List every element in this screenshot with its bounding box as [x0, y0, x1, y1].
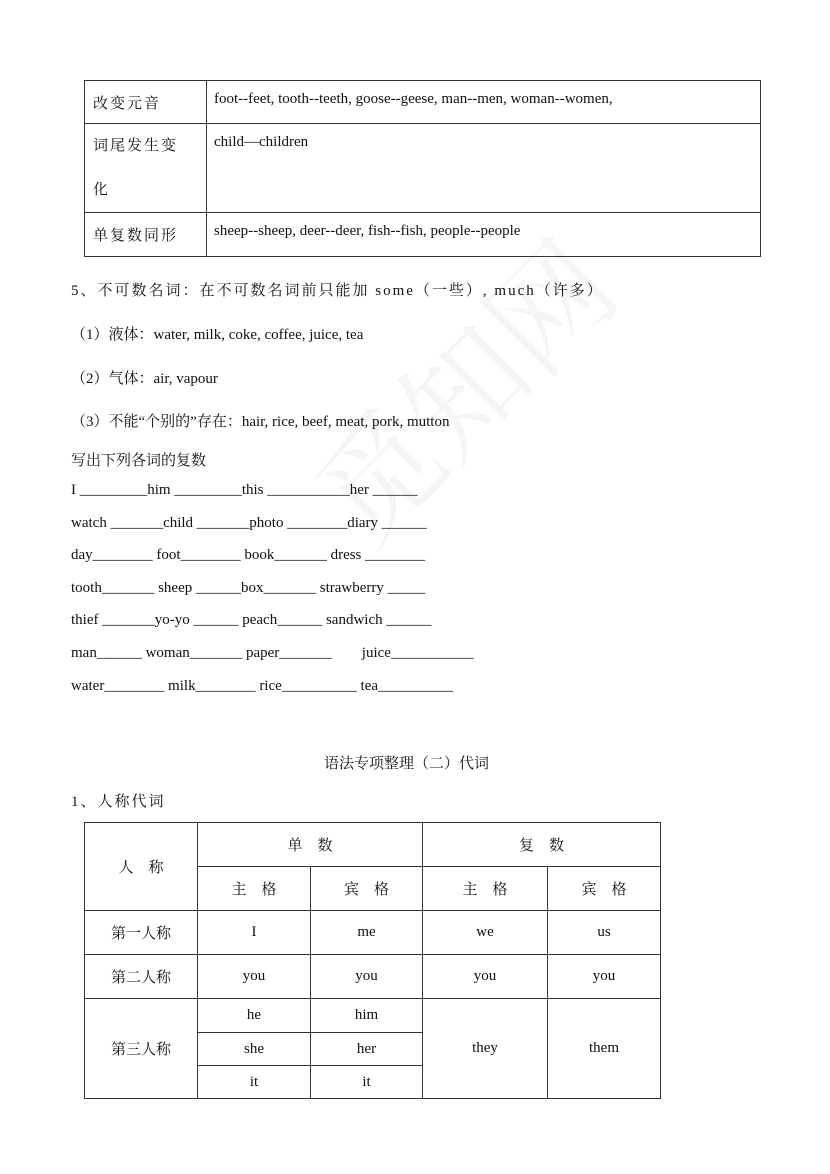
uncountable-item: （1）液体：water, milk, coke, coffee, juice, tea: [71, 327, 364, 343]
section-subtitle: 1、人称代词: [71, 794, 166, 810]
rule-cell: 改变元音: [85, 81, 207, 124]
table-row: [85, 955, 661, 999]
rule-cell: [85, 124, 207, 213]
cell: you: [311, 955, 423, 999]
table-row: [85, 124, 761, 213]
subject-header: 主 格: [423, 867, 548, 911]
cell: they: [423, 999, 548, 1099]
uncountable-item: （2）气体：air, vapour: [71, 371, 218, 387]
cell: it: [311, 1066, 423, 1099]
row-label: 第二人称: [85, 955, 198, 999]
rule-line: 词尾发生变: [93, 138, 179, 154]
person-header: 人 称: [85, 823, 198, 911]
subject-header: 主 格: [198, 867, 311, 911]
table-row: [85, 823, 661, 867]
cell: he: [198, 999, 311, 1033]
cell: you: [198, 955, 311, 999]
uncountable-item: （3）不能“个别的”存在：hair, rice, beef, meat, pork, mutton: [71, 414, 450, 430]
exercise-line: water________ milk________ rice__________ tea__________: [71, 678, 454, 694]
cell: she: [198, 1033, 311, 1066]
uncountable-heading: 5、不可数名词：在不可数名词前只能加 some（一些）, much（许多）: [71, 283, 604, 299]
object-header: 宾 格: [311, 867, 423, 911]
examples-cell: child—children: [207, 124, 761, 213]
personal-pronoun-table: [84, 822, 661, 1099]
cell: you: [423, 955, 548, 999]
cell: I: [198, 911, 311, 955]
cell: him: [311, 999, 423, 1033]
exercise-line: I _________him _________this ___________her ______: [71, 482, 418, 498]
exercise-line: man______ woman_______ paper_______ juice___________: [71, 645, 474, 661]
singular-header: 单 数: [198, 823, 423, 867]
table-row: [85, 999, 661, 1033]
table-row: [85, 213, 761, 257]
exercise-line: watch _______child _______photo ________diary ______: [71, 515, 427, 531]
object-header: 宾 格: [548, 867, 661, 911]
plural-rules-table: [84, 80, 761, 257]
rule-cell: 单复数同形: [85, 213, 207, 257]
section-title: 语法专项整理（二）代词: [324, 754, 490, 772]
cell: them: [548, 999, 661, 1099]
plural-header: 复 数: [423, 823, 661, 867]
exercise-line: thief _______yo-yo ______ peach______ sandwich ______: [71, 612, 432, 628]
examples-cell: foot--feet, tooth--teeth, goose--geese, man--men, woman--women,: [207, 81, 761, 124]
row-label: 第一人称: [85, 911, 198, 955]
exercise-line: day________ foot________ book_______ dress ________: [71, 547, 426, 563]
rule-line: 化: [93, 182, 111, 198]
exercise-line: tooth_______ sheep ______box_______ strawberry _____: [71, 580, 426, 596]
cell: her: [311, 1033, 423, 1066]
exercise-title: 写出下列各词的复数: [71, 451, 207, 469]
cell: us: [548, 911, 661, 955]
cell: you: [548, 955, 661, 999]
cell: it: [198, 1066, 311, 1099]
cell: we: [423, 911, 548, 955]
table-row: [85, 81, 761, 124]
row-label: 第三人称: [85, 999, 198, 1099]
examples-cell: sheep--sheep, deer--deer, fish--fish, people--people: [207, 213, 761, 257]
cell: me: [311, 911, 423, 955]
table-row: [85, 911, 661, 955]
